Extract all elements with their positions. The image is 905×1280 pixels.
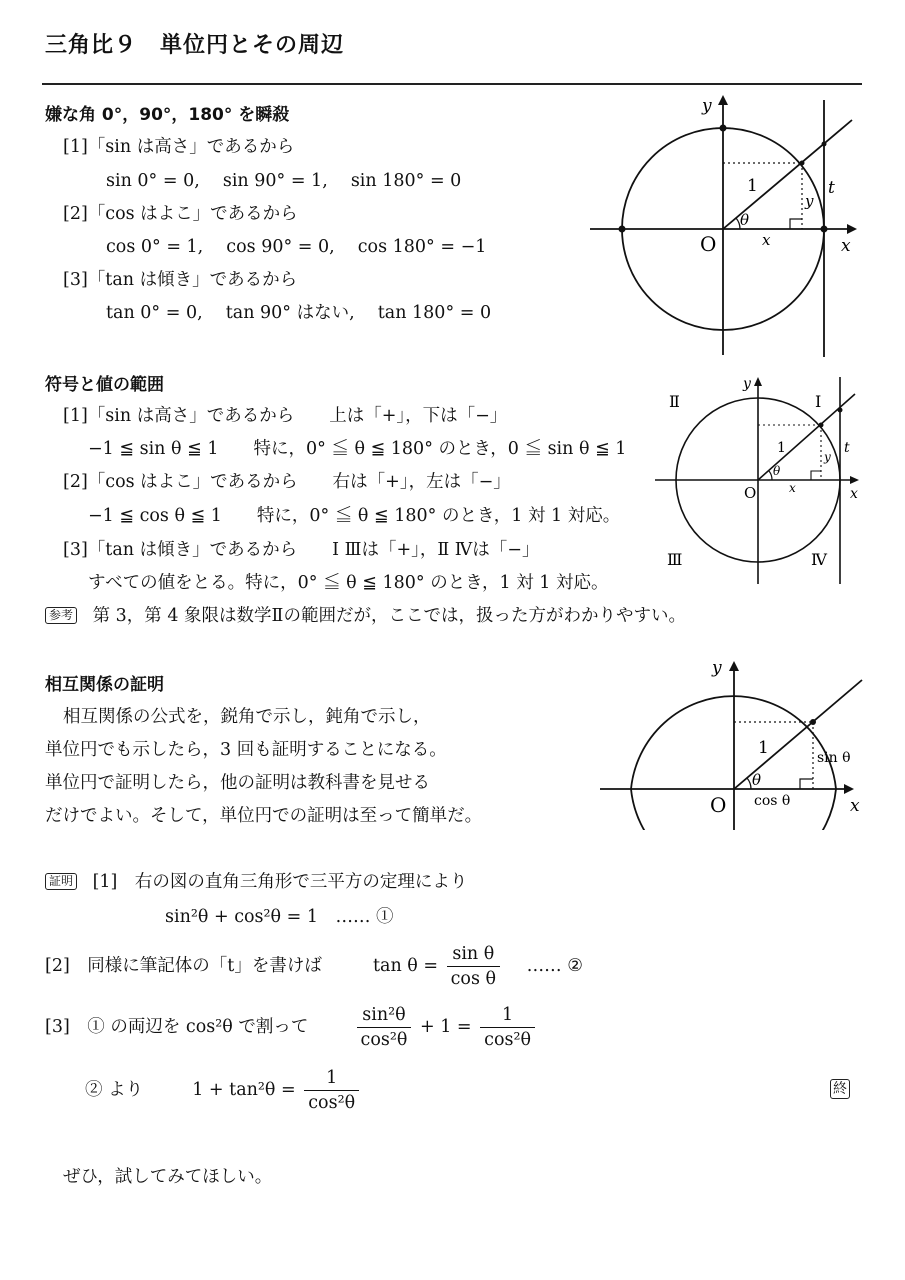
identity-lhs: 1 + tan²θ = bbox=[192, 1080, 296, 1100]
s1-item3-label: [3]「tan は傾き」であるから bbox=[63, 270, 298, 290]
section2-heading: 符号と値の範囲 bbox=[45, 375, 164, 395]
y-label: y bbox=[702, 96, 712, 116]
origin-label: O bbox=[710, 793, 727, 817]
s2-line6: すべての値をとる。特に，0° ≦ θ ≦ 180° のとき，1 対 1 対応。 bbox=[88, 573, 609, 593]
y-label: y bbox=[712, 658, 722, 678]
s1-item1-formula: sin 0° = 0, sin 90° = 1, sin 180° = 0 bbox=[106, 171, 462, 191]
proof-step1-label: [1] 右の図の直角三角形で三平方の定理により bbox=[92, 872, 468, 892]
s1-item3-formula: tan 0° = 0, tan 90° はない, tan 180° = 0 bbox=[106, 303, 492, 323]
divided-fraction-2 bbox=[480, 1003, 535, 1052]
radius-label: 1 bbox=[747, 176, 758, 196]
proof-line1 bbox=[45, 868, 467, 893]
note-text: 第 3，第 4 象限は数学Ⅱの範囲だが，ここでは，扱った方がわかりやすい。 bbox=[92, 606, 686, 626]
ys-label: y bbox=[824, 450, 831, 464]
x-arrow-icon bbox=[844, 784, 854, 794]
s3-para-line4: だけでよい。そして，単位円での証明は至って簡単だ。 bbox=[45, 806, 483, 826]
proof-line3 bbox=[45, 1003, 538, 1052]
xs-label: x bbox=[762, 231, 771, 249]
s2-line3: [2]「cos はよこ」であるから 右は「+」，左は「−」 bbox=[63, 472, 511, 492]
t-label: t bbox=[844, 440, 850, 456]
s1-item1-label: [1]「sin は高さ」であるから bbox=[63, 137, 295, 157]
ys-label: y bbox=[805, 192, 814, 210]
proof-tag: 証明 bbox=[45, 873, 77, 890]
identity-fraction bbox=[304, 1066, 359, 1115]
s2-line2: −1 ≦ sin θ ≦ 1 特に，0° ≦ θ ≦ 180° のとき，0 ≦ sin θ ≦ 1 bbox=[88, 439, 627, 459]
s2-line4: −1 ≦ cos θ ≦ 1 特に，0° ≦ θ ≦ 180° のとき，1 対 1 対応。 bbox=[88, 506, 621, 526]
t-label: t bbox=[828, 178, 835, 198]
section1-heading: 嫌な角 0°，90°，180° を瞬殺 bbox=[45, 105, 290, 125]
theta-label: θ bbox=[752, 771, 762, 789]
x-label: x bbox=[850, 486, 858, 502]
frac1-denominator: cos²θ bbox=[360, 1030, 408, 1050]
sin-label: sin θ bbox=[817, 750, 851, 766]
angle-arc bbox=[769, 471, 772, 480]
quadrant-1-label: Ⅰ bbox=[815, 392, 822, 411]
identity-numerator: 1 bbox=[304, 1066, 359, 1091]
point-t bbox=[838, 408, 843, 413]
y-arrow-icon bbox=[729, 661, 739, 671]
s1-item2-formula: cos 0° = 1, cos 90° = 0, cos 180° = −1 bbox=[106, 237, 487, 257]
theta-label: θ bbox=[740, 211, 750, 229]
xs-label: x bbox=[789, 481, 796, 495]
s2-line5: [3]「tan は傾き」であるから Ⅰ Ⅲは「+」，Ⅱ Ⅳは「−」 bbox=[63, 540, 540, 560]
s3-para-line3: 単位円で証明したら，他の証明は教科書を見せる bbox=[45, 773, 430, 793]
tan-fraction bbox=[447, 942, 500, 991]
section3-heading: 相互関係の証明 bbox=[45, 675, 164, 695]
frac-plus-one: + 1 = bbox=[419, 1017, 472, 1037]
page-title: 三角比９ 単位円とその周辺 bbox=[45, 33, 345, 58]
unit-circle-figure-3 bbox=[600, 655, 865, 830]
s1-item2-label: [2]「cos はよこ」であるから bbox=[63, 204, 298, 224]
x-arrow-icon bbox=[850, 476, 859, 484]
theta-label: θ bbox=[773, 464, 781, 478]
divided-fraction-1 bbox=[357, 1003, 412, 1052]
proof-step3-label: [3] ① の両辺を cos²θ で割って bbox=[45, 1017, 309, 1037]
radius-label: 1 bbox=[758, 738, 769, 758]
proof-step2-label: [2] 同様に筆記体の「t」を書けば bbox=[45, 956, 322, 976]
angle-arc bbox=[747, 778, 751, 789]
closing-text: ぜひ，試してみてほしい。 bbox=[63, 1167, 273, 1187]
right-angle-mark bbox=[800, 779, 813, 789]
frac1-numerator: sin²θ bbox=[357, 1003, 412, 1028]
s3-para-line1: 相互関係の公式を，鋭角で示し，鈍角で示し， bbox=[63, 707, 431, 727]
point-0 bbox=[821, 226, 828, 233]
quadrant-2-label: Ⅱ bbox=[669, 392, 680, 411]
proof-formula1: sin²θ + cos²θ = 1 …… ① bbox=[165, 907, 394, 927]
y-arrow-icon bbox=[754, 377, 762, 386]
title-rule bbox=[42, 83, 862, 85]
unit-circle-figure-2 bbox=[655, 372, 865, 587]
cos-label: cos θ bbox=[754, 793, 791, 809]
quadrant-3-label: Ⅲ bbox=[667, 550, 683, 569]
point-p bbox=[800, 161, 805, 166]
frac2-numerator: 1 bbox=[480, 1003, 535, 1028]
x-arrow-icon bbox=[847, 224, 857, 234]
frac2-denominator: cos²θ bbox=[484, 1030, 532, 1050]
tan-lhs: tan θ = bbox=[372, 956, 439, 976]
right-angle-mark bbox=[790, 219, 802, 229]
quadrant-4-label: Ⅳ bbox=[811, 550, 827, 569]
point-p bbox=[819, 423, 824, 428]
x-label: x bbox=[850, 796, 860, 816]
s2-note bbox=[45, 602, 686, 627]
y-arrow-icon bbox=[718, 95, 728, 105]
point-90 bbox=[720, 125, 727, 132]
end-mark: 終 bbox=[830, 1079, 850, 1099]
proof-line2 bbox=[45, 942, 583, 991]
tan-numerator: sin θ bbox=[447, 942, 500, 967]
tan-denominator: cos θ bbox=[450, 969, 497, 989]
tan-ref: …… ② bbox=[526, 956, 583, 976]
right-angle-mark bbox=[811, 471, 821, 480]
origin-label: O bbox=[744, 484, 757, 502]
radius-label: 1 bbox=[777, 440, 786, 456]
proof-line4 bbox=[85, 1066, 362, 1115]
s2-line1: [1]「sin は高さ」であるから 上は「+」，下は「−」 bbox=[63, 406, 508, 426]
s3-para-line2: 単位円でも示したら，3 回も証明することになる。 bbox=[45, 740, 447, 760]
x-label: x bbox=[841, 236, 851, 256]
identity-denominator: cos²θ bbox=[308, 1093, 356, 1113]
note-tag: 参考 bbox=[45, 607, 77, 624]
proof-step4-label: ② より bbox=[85, 1080, 144, 1100]
point-180 bbox=[619, 226, 626, 233]
point-p bbox=[810, 719, 816, 725]
unit-circle-figure-1 bbox=[590, 95, 865, 360]
point-t bbox=[822, 142, 827, 147]
origin-label: O bbox=[700, 232, 717, 256]
y-label: y bbox=[743, 376, 751, 392]
